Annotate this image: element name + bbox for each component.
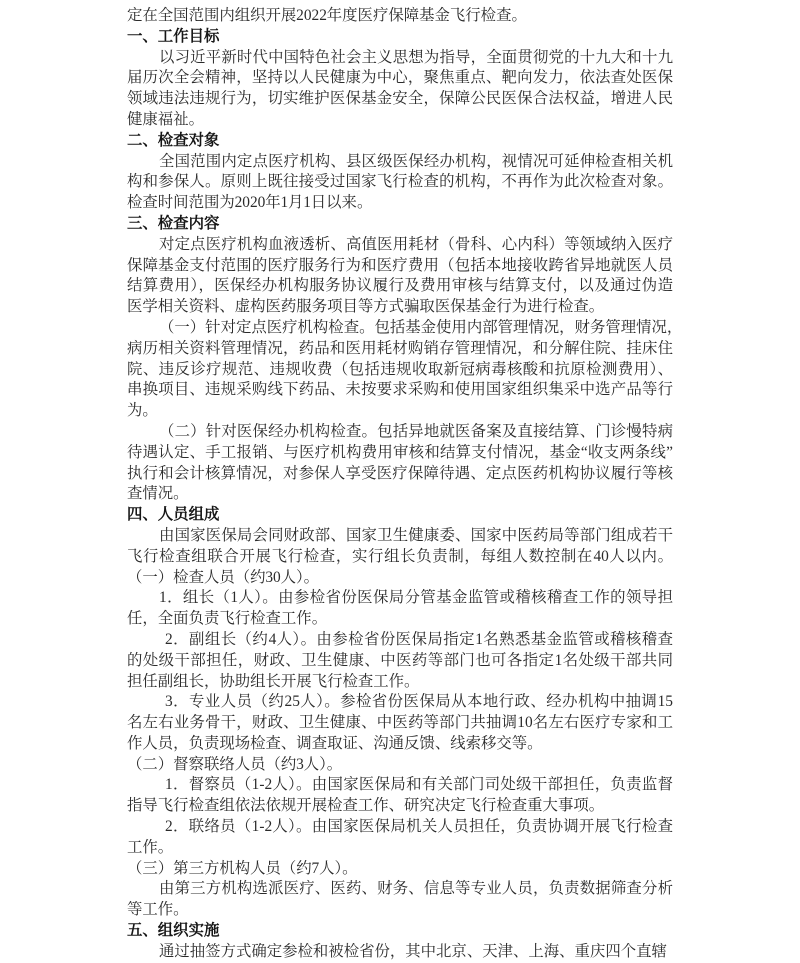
text-line: 名左右业务骨干，财政、卫生健康、中医药等部门共抽调 10 名左右医疗专家和工 — [127, 714, 673, 732]
section-heading: 四、人员组成 — [127, 506, 220, 524]
text-line: 全国范围内定点医疗机构、县区级医保经办机构，视情况可延伸检查相关机 — [159, 152, 673, 170]
text-line: 工作。 — [127, 838, 174, 856]
text-line: 待遇认定、手工报销、与医疗机构费用审核和结算支付情况，基金“收支两条线” — [127, 443, 673, 461]
text-line: 2．副组长（约 4 人）。由参检省份医保局指定 1 名熟悉基金监管或稽核稽查 — [165, 630, 673, 648]
text-line: 查情况。 — [127, 485, 189, 503]
text-line: 为。 — [127, 402, 158, 420]
text-line: 等工作。 — [127, 901, 189, 919]
text-line: 担任副组长，协助组长开展飞行检查工作。 — [127, 672, 420, 690]
text-line: 的处级干部担任，财政、卫生健康、中医药等部门也可各指定 1 名处级干部共同 — [127, 651, 673, 669]
text-line: 由第三方机构选派医疗、医药、财务、信息等专业人员，负责数据筛查分析 — [159, 880, 673, 898]
section-heading: 三、检查内容 — [127, 214, 220, 232]
text-line: 任，全面负责飞行检查工作。 — [127, 610, 328, 628]
text-line: 串换项目、违规采购线下药品、未按要求采购和使用国家组织集采中选产品等行 — [127, 381, 673, 399]
text-line: 病历相关资料管理情况，药品和医用耗材购销存管理情况，和分解住院、挂床住 — [127, 339, 673, 357]
text-line: 健康福祉。 — [127, 110, 204, 128]
text-line: 以习近平新时代中国特色社会主义思想为指导，全面贯彻党的十九大和十九 — [159, 48, 673, 66]
text-line: 院、违反诊疗规范、违规收费（包括违规收取新冠病毒核酸和抗原检测费用）、 — [127, 360, 673, 378]
text-line: 飞行检查组联合开展飞行检查，实行组长负责制，每组人数控制在 40 人以内。 — [127, 547, 673, 565]
section-heading: 一、工作目标 — [127, 27, 220, 45]
text-line: （一）针对定点医疗机构检查。包括基金使用内部管理情况，财务管理情况， — [159, 318, 683, 336]
text-line: （二）针对医保经办机构检查。包括异地就医备案及直接结算、门诊慢特病 — [159, 422, 673, 440]
text-line: 届历次全会精神，坚持以人民健康为中心，聚焦重点、靶向发力，依法查处医保 — [127, 69, 673, 87]
text-line: 对定点医疗机构血液透析、高值医用耗材（骨科、心内科）等领域纳入医疗 — [159, 235, 673, 253]
text-line: 定在全国范围内组织开展 2022 年度医疗保障基金飞行检查。 — [127, 7, 527, 24]
text-line: 检查时间范围为 2020 年 1 月 1 日以来。 — [127, 194, 373, 212]
text-line: 1．督察员（1-2 人）。由国家医保局和有关部门司处级干部担任，负责监督 — [165, 776, 673, 794]
text-line: 通过抽签方式确定参检和被检省份，其中北京、天津、上海、重庆四个直辖 — [159, 942, 667, 960]
section-heading: 五、组织实施 — [127, 922, 220, 940]
text-line: 2．联络员（1-2 人）。由国家医保局机关人员担任，负责协调开展飞行检查 — [165, 818, 673, 836]
text-line: 作人员，负责现场检查、调查取证、沟通反馈、线索移交等。 — [127, 734, 543, 752]
text-line: 结算费用），医保经办机构服务协议履行及费用审核与结算支付，以及通过伪造 — [127, 277, 673, 295]
text-line: （三）第三方机构人员（约 7 人）。 — [127, 859, 358, 877]
text-line: （一）检查人员（约 30 人）。 — [127, 568, 320, 586]
text-line: 执行和会计核算情况，对参保人享受医疗保障待遇、定点医药机构协议履行等核 — [127, 464, 673, 482]
document-body — [127, 6, 683, 963]
text-line: 构和参保人。原则上既往接受过国家飞行检查的机构，不再作为此次检查对象。 — [127, 173, 673, 191]
text-line: （二）督察联络人员（约 3 人）。 — [127, 755, 343, 773]
text-line: 指导飞行检查组依法依规开展检查工作、研究决定飞行检查重大事项。 — [127, 797, 605, 815]
text-line: 领域违法违规行为，切实维护医保基金安全，保障公民医保合法权益，增进人民 — [127, 90, 673, 108]
text-line: 医学相关资料、虚构医药服务项目等方式骗取医保基金行为进行检查。 — [127, 298, 605, 316]
text-line: 保障基金支付范围的医疗服务行为和医疗费用（包括本地接收跨省异地就医人员 — [127, 256, 673, 274]
text-line: 3．专业人员（约 25 人）。参检省份医保局从本地行政、经办机构中抽调 15 — [165, 693, 673, 711]
text-line: 1．组长（1 人）。由参检省份医保局分管基金监管或稽核稽查工作的领导担 — [159, 589, 673, 607]
section-heading: 二、检查对象 — [127, 131, 220, 149]
text-line: 由国家医保局会同财政部、国家卫生健康委、国家中医药局等部门组成若干 — [159, 526, 673, 544]
